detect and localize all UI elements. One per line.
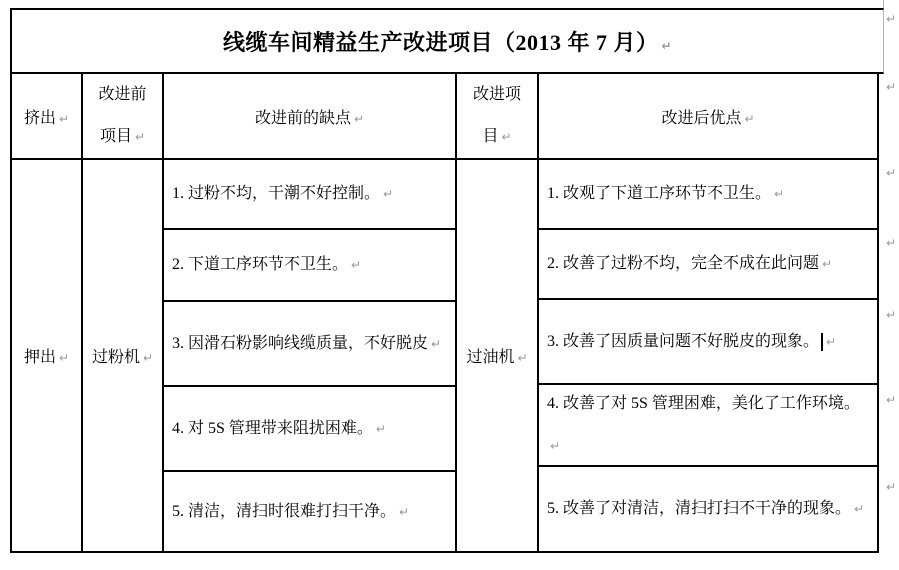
paragraph-mark-icon: ↵ <box>399 504 410 519</box>
paragraph-mark-icon: ↵ <box>501 130 512 144</box>
paragraph-mark-icon: ↵ <box>886 308 897 322</box>
header-before-project-line1: 改进前 <box>98 86 147 103</box>
cell-after-machine[interactable] <box>457 160 539 551</box>
before-machine-text: 过粉机 <box>91 349 140 366</box>
paragraph-mark-icon: ↵ <box>142 351 154 365</box>
defect-item-4[interactable] <box>164 387 455 472</box>
paragraph-mark-icon: ↵ <box>661 38 673 53</box>
header-cell-after-advantages[interactable] <box>539 74 877 158</box>
paragraph-mark-icon: ↵ <box>375 421 386 436</box>
advantage-item-5[interactable] <box>539 467 877 551</box>
defect-text-5: 5. 清洁，清扫时很难打扫干净。 <box>172 502 397 520</box>
advantages-column <box>539 160 877 551</box>
defects-column <box>164 160 457 551</box>
header-cell-before-defects[interactable] <box>164 74 457 158</box>
paragraph-mark-icon: ↵ <box>58 351 70 365</box>
text-cursor <box>821 333 823 351</box>
paragraph-mark-icon: ↵ <box>886 12 897 26</box>
header-before-project-line2: 项目 <box>99 128 132 145</box>
advantage-text-1: 1. 改观了下道工序环节不卫生。 <box>547 185 772 202</box>
defect-text-2: 2. 下道工序环节不卫生。 <box>172 256 349 273</box>
paragraph-mark-icon: ↵ <box>774 187 785 201</box>
header-after-advantages-text: 改进后优点 <box>661 109 742 127</box>
defect-text-1: 1. 过粉不均，干潮不好控制。 <box>172 185 381 202</box>
advantage-item-3[interactable] <box>539 300 877 385</box>
paragraph-mark-icon: ↵ <box>517 351 528 365</box>
defect-item-5[interactable] <box>164 472 455 551</box>
paragraph-mark-icon: ↵ <box>886 236 897 250</box>
cell-before-machine[interactable] <box>83 160 164 551</box>
page-title-text: 线缆车间精益生产改进项目（2013 年 7 月） <box>222 29 659 55</box>
header-cell-after-project[interactable] <box>457 74 539 158</box>
header-before-defects-text: 改进前的缺点 <box>254 109 351 127</box>
paragraph-mark-icon: ↵ <box>886 393 897 407</box>
paragraph-mark-icon: ↵ <box>854 502 865 516</box>
defect-text-4: 4. 对 5S 管理带来阻扰困难。 <box>172 419 373 437</box>
defect-item-1[interactable] <box>164 160 455 230</box>
header-after-project-line2: 目 <box>482 128 499 145</box>
header-cell-process[interactable] <box>12 74 83 158</box>
table-header-row <box>12 74 877 160</box>
paragraph-mark-icon: ↵ <box>353 111 365 126</box>
defect-text-3: 3. 因滑石粉影响线缆质量，不好脱皮 <box>172 334 429 352</box>
paragraph-mark-icon: ↵ <box>886 480 897 494</box>
process-value-text: 押出 <box>23 349 56 366</box>
advantage-item-2[interactable] <box>539 230 877 300</box>
paragraph-mark-icon: ↵ <box>58 111 70 126</box>
paragraph-mark-icon: ↵ <box>886 80 897 94</box>
paragraph-mark-icon: ↵ <box>550 439 561 453</box>
table-title-row[interactable] <box>10 8 884 74</box>
paragraph-mark-icon: ↵ <box>886 166 897 180</box>
paragraph-mark-icon: ↵ <box>383 187 394 201</box>
defect-item-3[interactable] <box>164 302 455 387</box>
paragraph-mark-icon: ↵ <box>826 334 837 349</box>
cell-process-value[interactable] <box>12 160 83 551</box>
table-body-row <box>12 160 877 551</box>
header-after-project-line1: 改进项 <box>472 86 521 103</box>
advantage-item-1[interactable] <box>539 160 877 230</box>
paragraph-mark-icon: ↵ <box>822 257 833 271</box>
lean-improvement-table <box>10 74 879 553</box>
header-cell-before-project[interactable] <box>83 74 164 158</box>
header-process-text: 挤出 <box>23 109 56 127</box>
paragraph-mark-icon: ↵ <box>351 258 362 272</box>
after-machine-text: 过油机 <box>466 349 515 366</box>
paragraph-mark-icon: ↵ <box>744 111 755 126</box>
advantage-item-4[interactable] <box>539 385 877 467</box>
paragraph-mark-icon: ↵ <box>431 336 442 351</box>
defect-item-2[interactable] <box>164 230 455 302</box>
advantage-text-4: 4. 改善了对 5S 管理困难，美化了工作环境。 <box>547 395 860 412</box>
advantage-text-2: 2. 改善了过粉不均，完全不成在此问题 <box>547 255 820 272</box>
paragraph-mark-icon: ↵ <box>134 130 146 144</box>
advantage-text-5: 5. 改善了对清洁，清扫打扫不干净的现象。 <box>547 500 852 517</box>
advantage-text-3: 3. 改善了因质量问题不好脱皮的现象。 <box>547 332 820 350</box>
page-title <box>223 26 672 57</box>
